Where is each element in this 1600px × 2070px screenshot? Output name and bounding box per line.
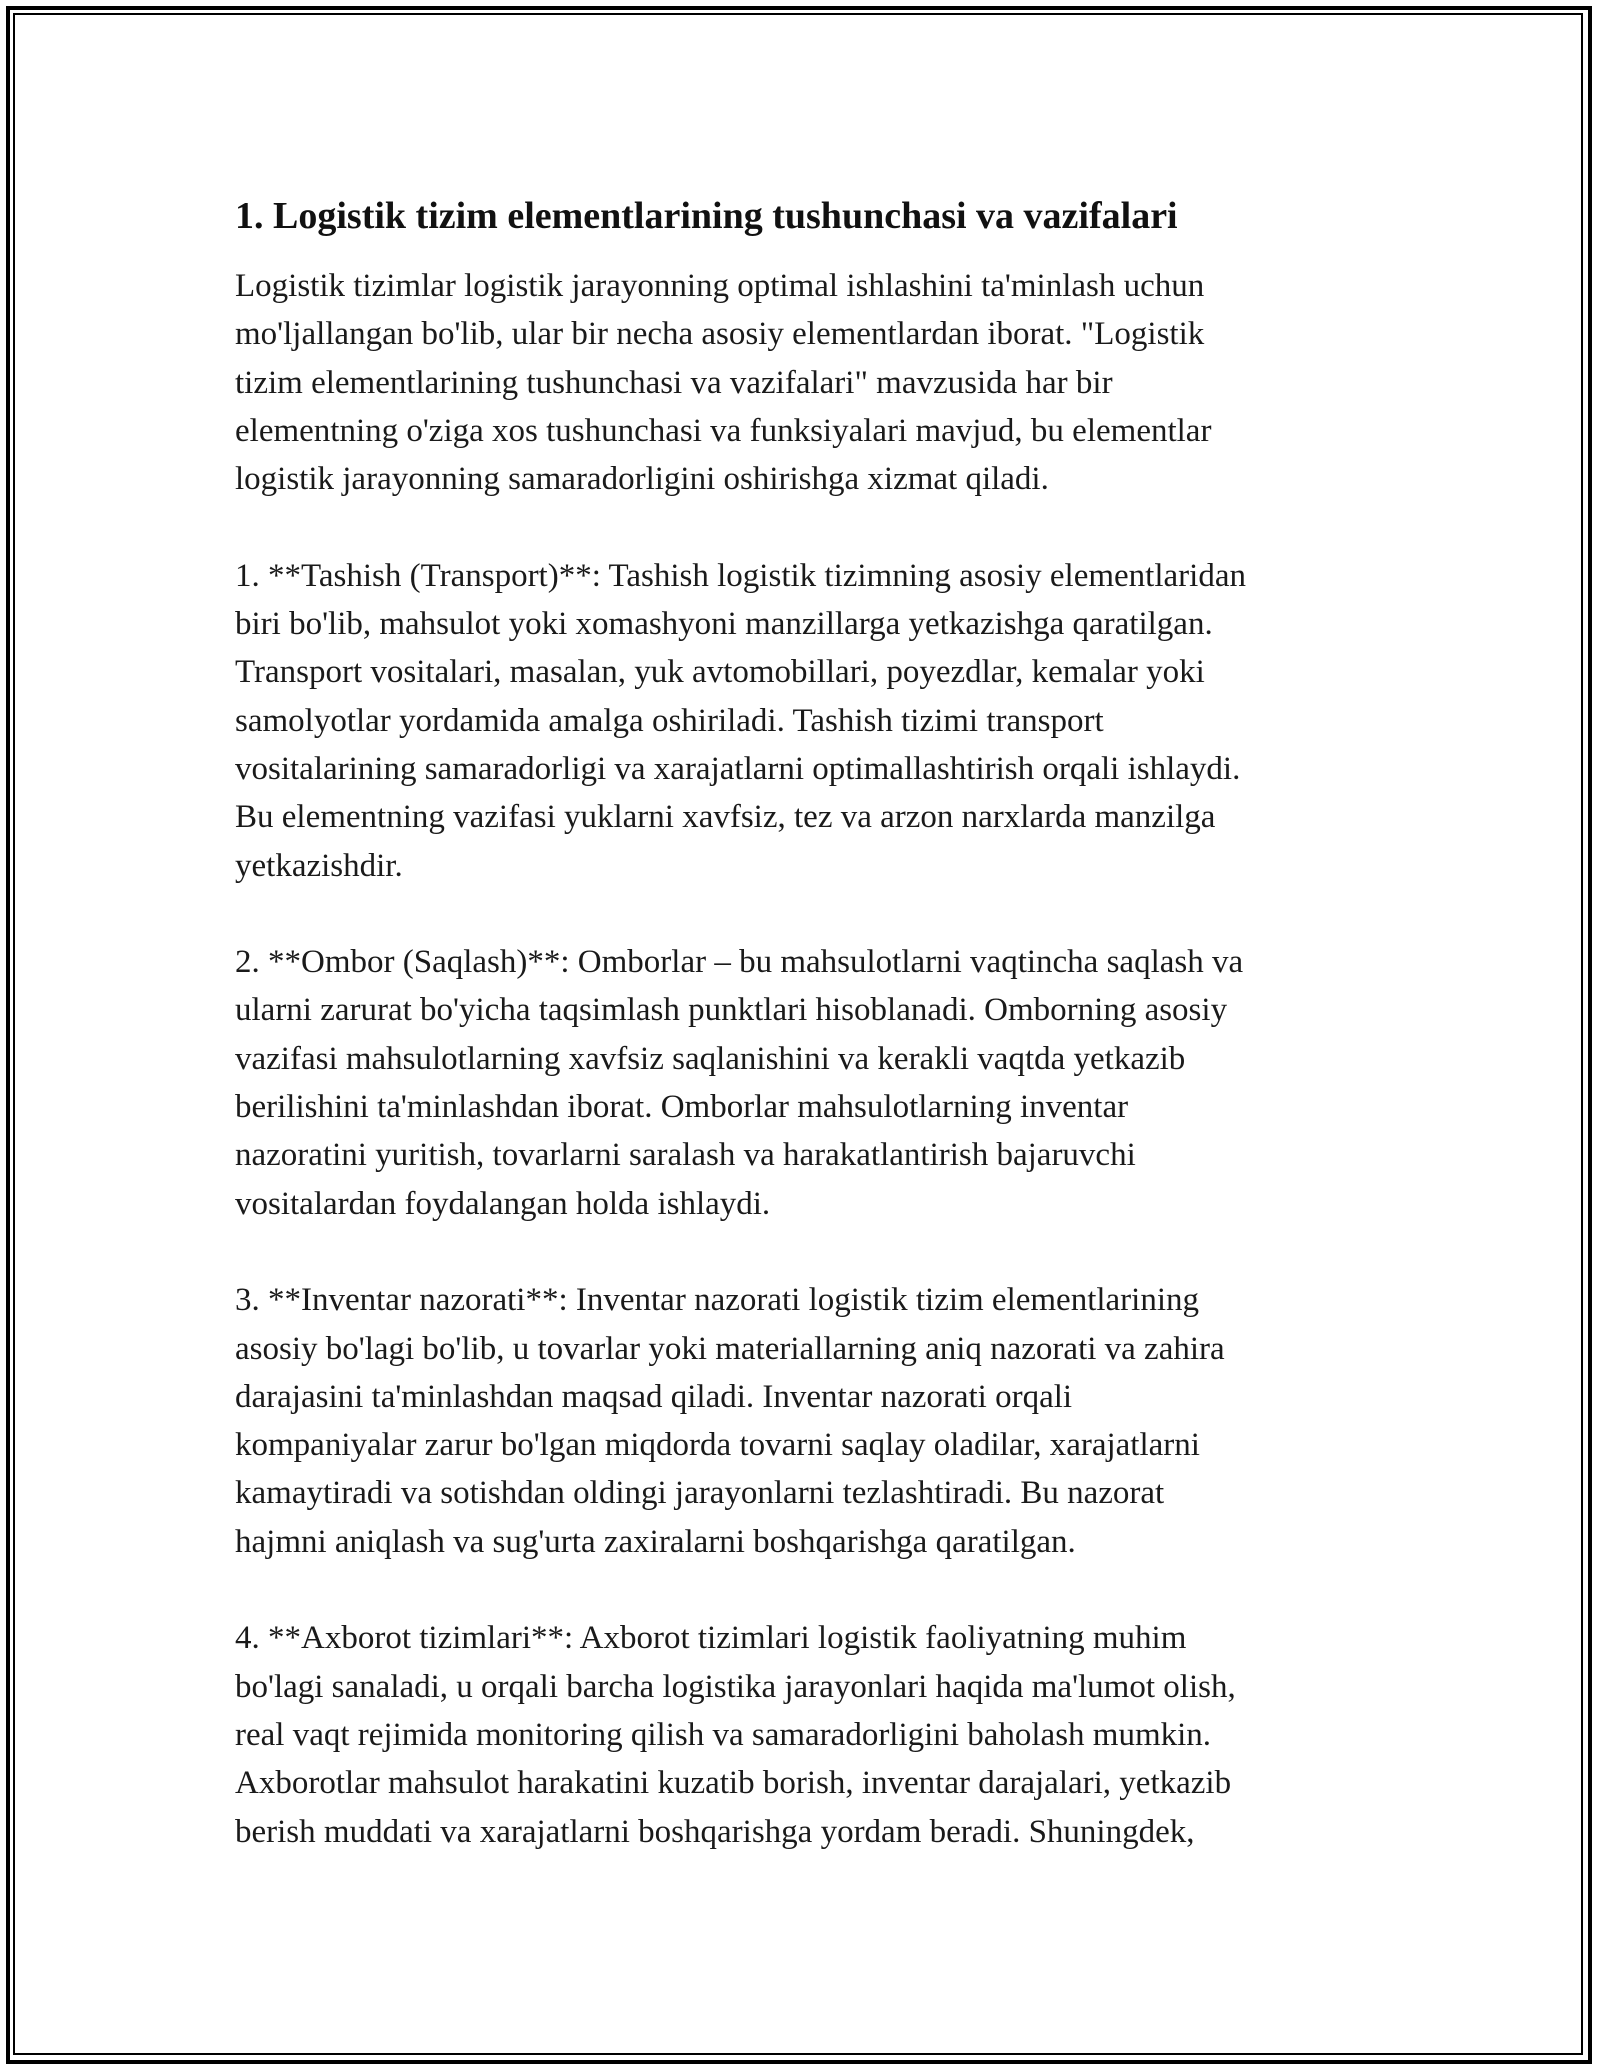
paragraph [235,938,1385,1228]
text-line: samolyotlar yordamida amalga oshiriladi. Tashish tizimi transport [235,702,1104,739]
text-line: Logistik tizimlar logistik jarayonning optimal ishlashini ta'minlash uchun [235,268,1205,304]
text-line: 1. **Tashish (Transport)**: Tashish logistik tizimning asosiy elementlaridan [235,557,1246,594]
document-body [235,188,1385,1904]
text-line: darajasini ta'minlashdan maqsad qiladi. Inventar nazorati orqali [235,1378,1073,1415]
text-line: nazoratini yuritish, tovarlarni saralash va harakatlantirish bajaruvchi [235,1137,1136,1174]
paragraph [235,262,1385,503]
text-line: vazifasi mahsulotlarning xavfsiz saqlanishini va kerakli vaqtda yetkazib [235,1040,1186,1077]
paragraph-list [235,262,1385,1856]
text-line: logistik jarayonning samaradorligini oshirishga xizmat qiladi. [235,461,1049,498]
paragraph [235,1276,1385,1566]
text-line: kamaytiradi va sotishdan oldingi jarayonlarni tezlashtiradi. Bu nazorat [235,1475,1165,1512]
text-line: 3. **Inventar nazorati**: Inventar nazorati logistik tizim elementlarining [235,1282,1200,1319]
text-line: tizim elementlarining tushunchasi va vazifalari" mavzusida har bir [235,364,1113,401]
text-line: berish muddati va xarajatlarni boshqarishga yordam beradi. Shuningdek, [235,1813,1195,1850]
text-line: berilishini ta'minlashdan iborat. Omborlar mahsulotlarning inventar [235,1089,1129,1126]
text-line: elementning o'ziga xos tushunchasi va funksiyalari mavjud, bu elementlar [235,412,1212,449]
text-line: bo'lagi sanaladi, u orqali barcha logistika jarayonlari haqida ma'lumot olish, [235,1668,1236,1705]
text-line: asosiy bo'lagi bo'lib, u tovarlar yoki materiallarning aniq nazorati va zahira [235,1330,1225,1367]
text-line: Axborotlar mahsulot harakatini kuzatib borish, inventar darajalari, yetkazib [235,1765,1232,1802]
text-line: mo'ljallangan bo'lib, ular bir necha asosiy elementlardan iborat. "Logistik [235,316,1205,353]
text-line: Transport vositalari, masalan, yuk avtomobillari, poyezdlar, kemalar yoki [235,654,1205,691]
text-line: vositalarining samaradorligi va xarajatlarni optimallashtirish orqali ishlaydi. [235,750,1241,787]
text-line: Bu elementning vazifasi yuklarni xavfsiz, tez va arzon narxlarda manzilga [235,799,1216,836]
text-line: vositalardan foydalangan holda ishlaydi. [235,1185,771,1222]
paragraph [235,1614,1385,1855]
text-line: yetkazishdir. [235,847,403,884]
text-line: biri bo'lib, mahsulot yoki xomashyoni manzillarga yetkazishga qaratilgan. [235,606,1213,643]
text-line: 4. **Axborot tizimlari**: Axborot tizimlari logistik faoliyatning muhim [235,1620,1187,1657]
text-line: hajmni aniqlash va sug'urta zaxiralarni boshqarishga qaratilgan. [235,1523,1076,1560]
section-title: 1. Logistik tizim elementlarining tushunchasi va vazifalari [235,195,1178,237]
text-line: real vaqt rejimida monitoring qilish va samaradorligini baholash mumkin. [235,1716,1212,1753]
text-line: kompaniyalar zarur bo'lgan miqdorda tovarni saqlay oladilar, xarajatlarni [235,1427,1200,1464]
paragraph [235,552,1385,890]
text-line: 2. **Ombor (Saqlash)**: Omborlar – bu mahsulotlarni vaqtincha saqlash va [235,944,1244,981]
text-line: ularni zarurat bo'yicha taqsimlash punktlari hisoblanadi. Omborning asosiy [235,992,1228,1029]
